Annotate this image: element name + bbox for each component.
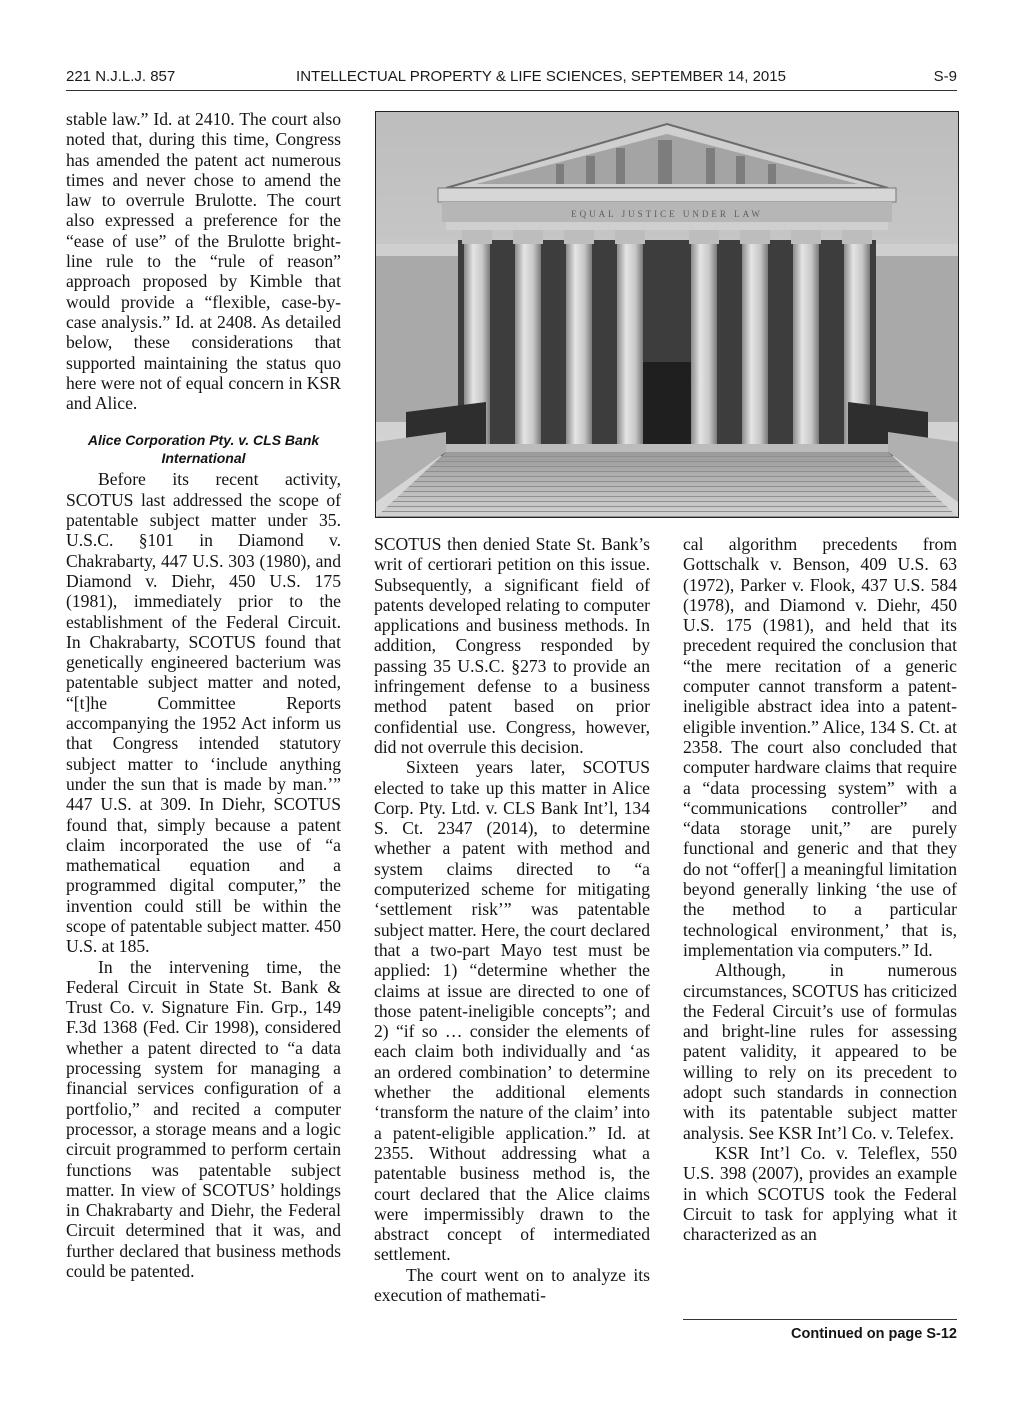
paragraph: stable law.” Id. at 2410. The court also noted that, during this time, Congress has amended the patent act numerous times and never chose to amend the law to overrule Brulotte. The court also expressed a preference for the “ease of use” of the Brulotte bright-line rule to the “rule of reason” approach proposed by Kimble that would provide a “flexible, case-by-case analysis.” Id. at 2408. As detailed below, these considerations that supported maintaining the status quo here were not of equal concern in KSR and Alice.	[66, 109, 341, 414]
paragraph: cal algorithm precedents from Gottschalk v. Benson, 409 U.S. 63 (1972), Parker v. Flook, 437 U.S. 584 (1978), and Diamond v. Diehr, 450 U.S. 175 (1981), and held that its precedent required the conclusion that “the mere recitation of a generic computer cannot transform a patent-ineligible abstract idea into a patent-eligible invention.” Alice, 134 S. Ct. at 2358. The court also concluded that computer hardware claims that require a “data processing system” with a “communications controller” and “data storage unit,” are purely functional and generic and that they do not “offer[] a meaningful limitation beyond generally linking ‘the use of the method to a particular technological environment,’ that is, implementation via computers.” Id.	[683, 534, 957, 960]
column	[564, 230, 594, 444]
supreme-court-photo	[375, 111, 959, 518]
page-number: S-9	[933, 68, 957, 85]
column-3	[683, 534, 957, 1244]
running-header	[66, 66, 957, 91]
paragraph: Sixteen years later, SCOTUS elected to take up this matter in Alice Corp. Pty. Ltd. v. CLS Bank Int’l, 134 S. Ct. 2347 (2014), to determine whether a patent with method and system claims directed to “a computerized scheme for mitigating ‘settlement risk’” was patentable subject matter. Here, the court declared that a two-part Mayo test must be applied: 1) “determine whether the claims at issue are directed to one of those patent-ineligible concepts”; and 2) “if so … consider the elements of each claim both individually and ‘as an ordered combination’ to determine whether the additional elements ‘transform the nature of the claim’ into a patent-eligible application.” Id. at 2355. Without addressing what a patentable business method is, the court declared that the Alice claims were impermissibly drawn to the abstract concept of intermediated settlement.	[374, 757, 650, 1265]
frieze-text: EQUAL JUSTICE UNDER LAW	[571, 209, 763, 219]
column	[615, 230, 645, 444]
paragraph: In the intervening time, the Federal Circuit in State St. Bank & Trust Co. v. Signature Fin. Grp., 149 F.3d 1368 (Fed. Cir 1998), considered whether a patent directed to “a data processing system for managing a financial services configuration of a portfolio,” and recited a computer processor, a storage means and a logic circuit programmed to perform certain functions was patentable subject matter. In view of SCOTUS’ holdings in Chakrabarty and Diehr, the Federal Circuit determined that it was, and further declared that business methods could be patented.	[66, 956, 341, 1282]
paragraph: Before its recent activity, SCOTUS last addressed the scope of patentable subject matter under 35. U.S.C. §101 in Diamond v. Chakrabarty, 447 U.S. 303 (1980), and Diamond v. Diehr, 450 U.S. 175 (1981), immediately prior to the establishment of the Federal Circuit. In Chakrabarty, SCOTUS found that genetically engineered bacterium was patentable subject matter and noted, “[t]he Committee Reports accompanying the 1952 Act inform us that Congress intended statutory subject matter to ‘include anything under the sun that is made by man.’” 447 U.S. at 309. In Diehr, SCOTUS found that, simply because a patent claim incorporated the use of “a mathematical equation and a programmed digital computer,” the invention could still be within the scope of patentable subject matter. 450 U.S. at 185.	[66, 469, 341, 957]
supreme-court-building-image	[376, 112, 958, 517]
section-heading: Alice Corporation Pty. v. CLS Bank International	[87, 432, 320, 467]
continued-notice: Continued on page S-12	[683, 1319, 957, 1342]
paragraph: Although, in numerous circumstances, SCOTUS has criticized the Federal Circuit’s use of formulas and bright-line rules for assessing patent validity, it appeared to be willing to rely on its precedent to adopt such standards in connection with its patentable subject matter analysis. See KSR Int’l Co. v. Telefex.	[683, 960, 957, 1143]
column	[689, 230, 719, 444]
paragraph: The court went on to analyze its execution of mathemati-	[374, 1264, 650, 1305]
column-2	[374, 534, 650, 1305]
paragraph: KSR Int’l Co. v. Teleflex, 550 U.S. 398 (2007), provides an example in which SCOTUS took the Federal Circuit to task for applying what it characterized as an	[683, 1142, 957, 1245]
citation: 221 N.J.L.J. 857	[66, 68, 176, 85]
column	[740, 230, 770, 444]
column	[513, 230, 543, 444]
paragraph: SCOTUS then denied State St. Bank’s writ of certiorari petition on this issue. Subsequently, a significant field of patents developed relating to computer applications and business methods. In addition, Congress responded by passing 35 U.S.C. §273 to provide an infringement defense to a business method patent based on prior confidential use. Congress, however, did not overrule this decision.	[374, 534, 650, 757]
column	[791, 230, 821, 444]
column-1	[66, 109, 341, 1281]
publication-title: INTELLECTUAL PROPERTY & LIFE SCIENCES, SEPTEMBER 14, 2015	[296, 68, 786, 85]
